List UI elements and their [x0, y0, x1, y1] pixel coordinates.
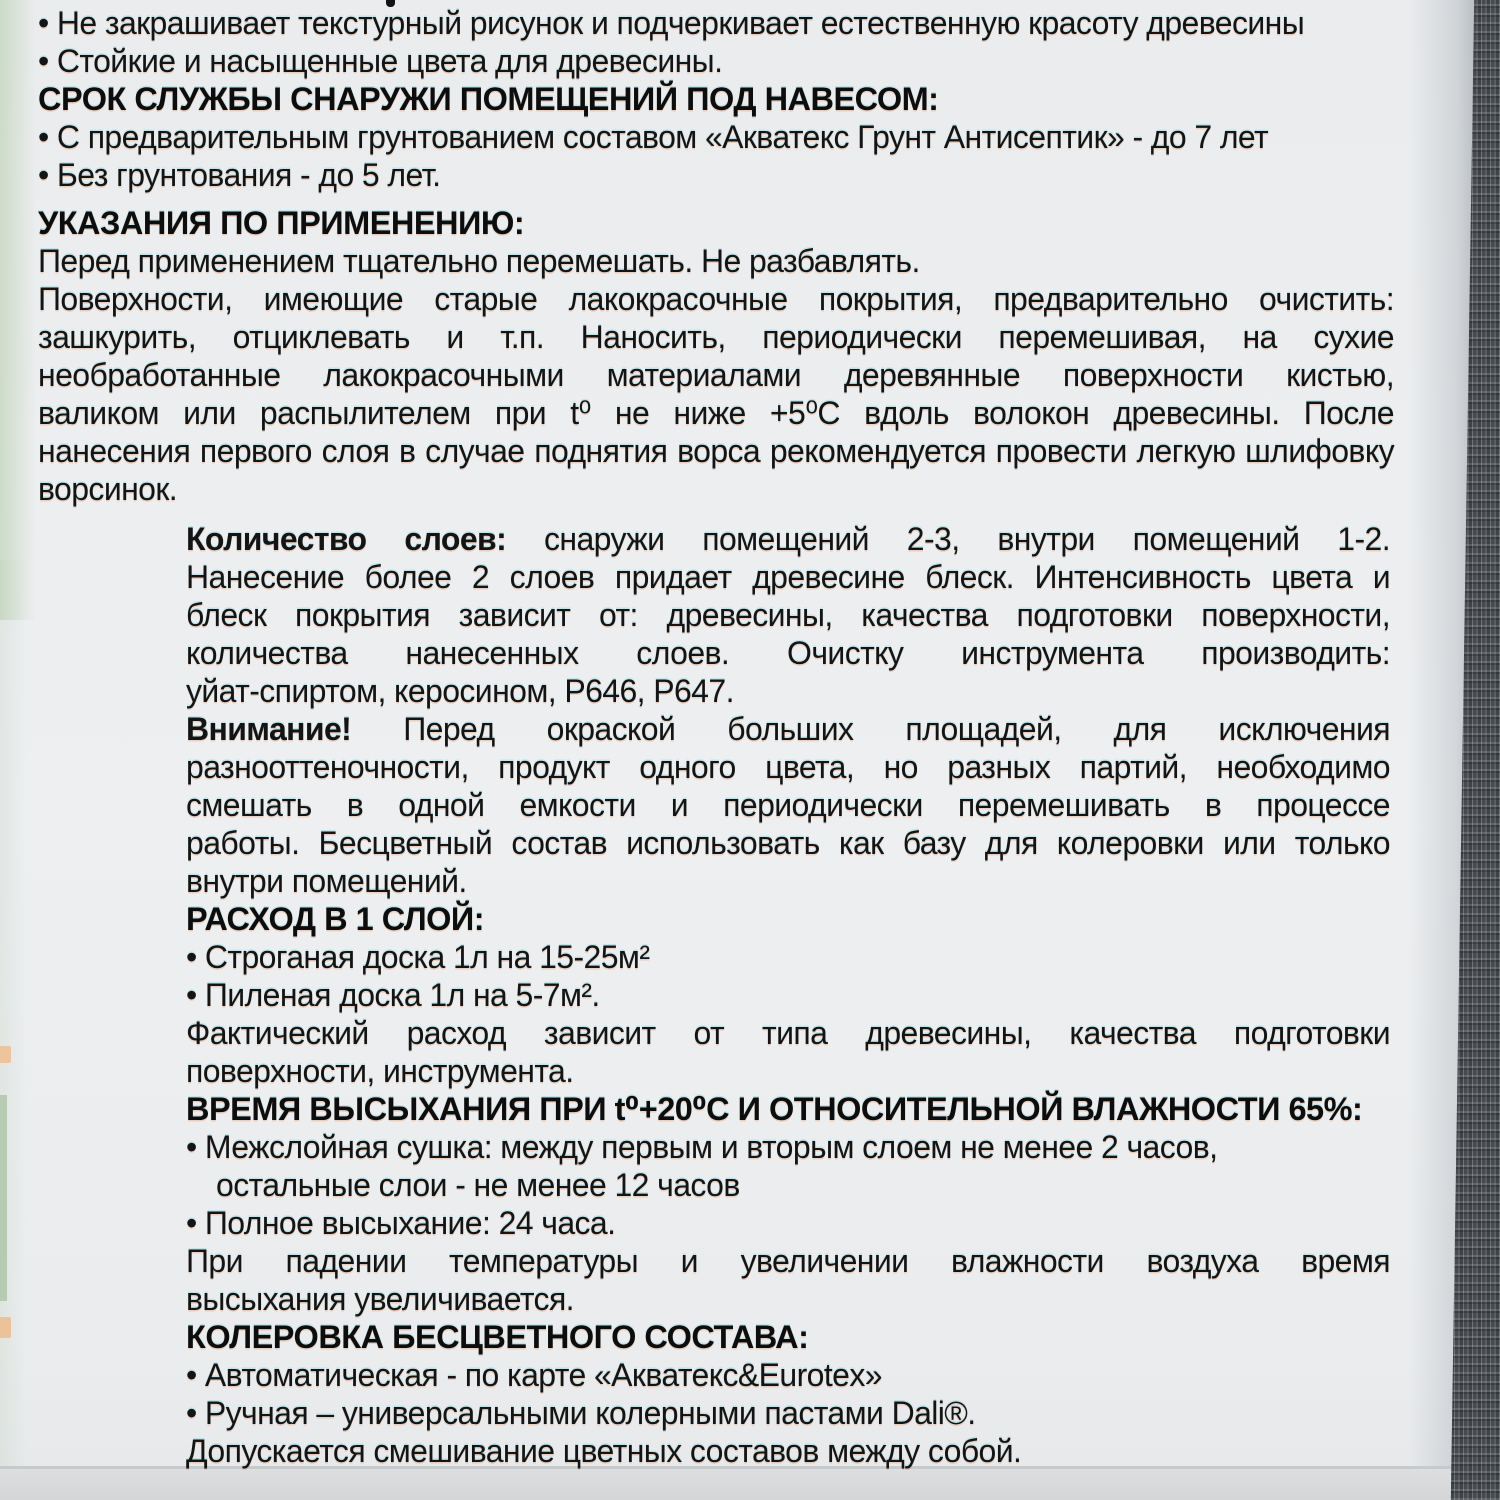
warning-lead: Внимание!: [186, 711, 404, 747]
label-bottom-shadow-band: [0, 1466, 1500, 1500]
text-line: Допускается смешивание цветных составов между собой.: [186, 1433, 1022, 1469]
text-line: нанесения первого слоя в случае поднятия ворса рекомендуется провести легкую шлифовку: [38, 433, 1394, 469]
consumption-bullet: • Пиленая доска 1л на 5-7м².: [186, 977, 600, 1013]
text-line: валиком или распылителем при t⁰ не ниже +5⁰С вдоль волокон древесины. После: [38, 395, 1394, 431]
text-line: необработанные лакокрасочными материалами деревянные поверхности кистью,: [38, 357, 1394, 393]
text-line: Нанесение более 2 слоев придает древесине блеск. Интенсивность цвета и: [186, 559, 1390, 595]
feature-bullet: • Не закрашивает текстурный рисунок и подчеркивает естественную красоту древесины: [38, 5, 1305, 41]
label-left-green-tint-bottom: [0, 560, 26, 1500]
service-life-bullet: • Без грунтования - до 5 лет.: [38, 157, 441, 193]
heading-usage-directions: УКАЗАНИЯ ПО ПРИМЕНЕНИЮ:: [38, 205, 525, 241]
text-line: поверхности, инструмента.: [186, 1053, 574, 1089]
left-edge-green-bar: [0, 1095, 7, 1301]
service-life-bullet: • С предварительным грунтованием составом «Акватекс Грунт Антисептик» - до 7 лет: [38, 119, 1269, 155]
text-line: разнооттеночности, продукт одного цвета, но разных партий, необходимо: [186, 749, 1390, 785]
text-line: высыхания увеличивается.: [186, 1281, 574, 1317]
tinting-bullet: • Автоматическая - по карте «Акватекс&Eurotex»: [186, 1357, 882, 1393]
text-line: внутри помещений.: [186, 863, 467, 899]
text-line: смешать в одной емкости и периодически перемешивать в процессе: [186, 787, 1390, 823]
text-line: Поверхности, имеющие старые лакокрасочные покрытия, предварительно очистить:: [38, 281, 1394, 317]
text-line: Перед применением тщательно перемешать. Не разбавлять.: [38, 243, 920, 279]
text-line: Фактический расход зависит от типа древесины, качества подготовки: [186, 1015, 1390, 1051]
text-line: работы. Бесцветный состав использовать как базу для колеровки или только: [186, 825, 1390, 861]
drying-bullet-continuation: остальные слои - не менее 12 часов: [216, 1167, 740, 1203]
text-line: При падении температуры и увеличении влажности воздуха время: [186, 1243, 1390, 1279]
feature-bullet: • Стойкие и насыщенные цвета для древесины.: [38, 43, 723, 79]
text-line: зашкурить, отциклевать и т.п. Наносить, периодически перемешивая, на сухие: [38, 319, 1394, 355]
left-edge-peach-patch-top: [0, 1046, 11, 1063]
heading-drying-time: ВРЕМЯ ВЫСЫХАНИЯ ПРИ t⁰+20⁰С И ОТНОСИТЕЛЬНОЙ ВЛАЖНОСТИ 65%:: [186, 1091, 1363, 1127]
drying-bullet: • Полное высыхание: 24 часа.: [186, 1205, 616, 1241]
coats-count-lead: Количество слоев:: [186, 521, 545, 557]
tinting-bullet: • Ручная – универсальными колерными пастами Dali®.: [186, 1395, 976, 1431]
text-line: ворсинок.: [38, 471, 178, 507]
heading-consumption: РАСХОД В 1 СЛОЙ:: [186, 901, 485, 937]
text-line: уйат-спиртом, керосином, Р646, Р647.: [186, 673, 734, 709]
coats-count-line: [186, 520, 1390, 558]
coats-count-text: снаружи помещений 2-3, внутри помещений 1-2.: [544, 521, 1390, 557]
label-text-content: [38, 4, 1394, 1470]
heading-tinting: КОЛЕРОВКА БЕСЦВЕТНОГО СОСТАВА:: [186, 1319, 809, 1355]
warning-line: [186, 710, 1390, 748]
heading-service-life: СРОК СЛУЖБЫ СНАРУЖИ ПОМЕЩЕНИЙ ПОД НАВЕСОМ:: [38, 81, 939, 117]
text-line: блеск покрытия зависит от: древесины, качества подготовки поверхности,: [186, 597, 1390, 633]
warning-text: Перед окраской больших площадей, для исключения: [403, 711, 1390, 747]
drying-bullet: • Межслойная сушка: между первым и вторым слоем не менее 2 часов,: [186, 1129, 1218, 1165]
text-line: количества нанесенных слоев. Очистку инструмента производить:: [186, 635, 1390, 671]
left-edge-peach-patch-bottom: [0, 1317, 11, 1338]
indented-instructions-block: [186, 520, 1390, 1470]
consumption-bullet: • Строганая доска 1л на 15-25м²: [186, 939, 650, 975]
label-left-green-tint-top: [0, 0, 36, 620]
